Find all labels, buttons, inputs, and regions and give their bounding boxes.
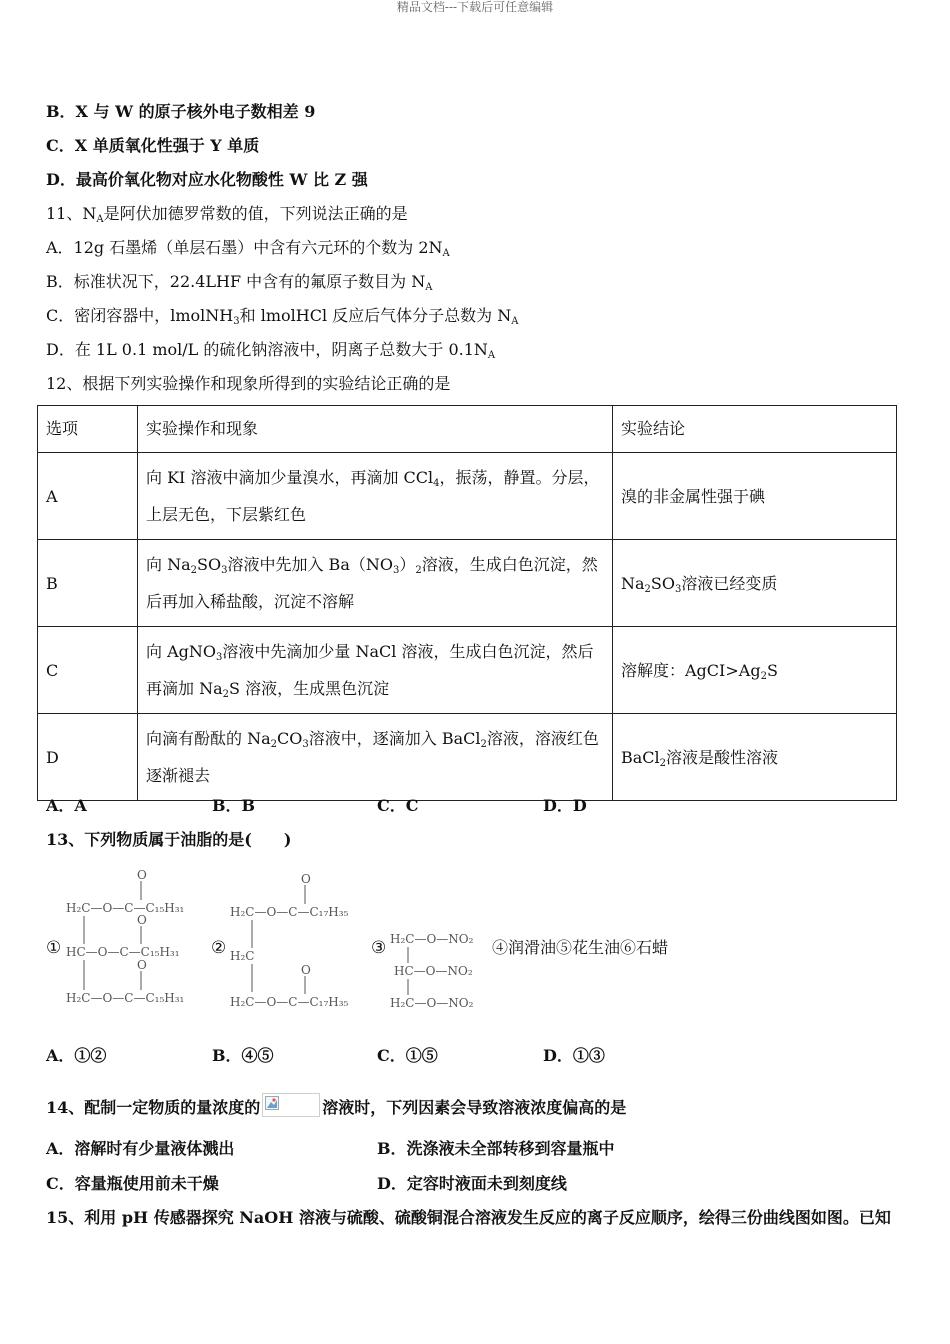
m1-row-2: HC—O—C—C₁₅H₃₁ — [66, 945, 180, 959]
choice-2-marker: ② — [211, 938, 227, 958]
m1-oxygen-3: O — [137, 958, 147, 972]
q12-answer-a: A．A — [46, 796, 87, 815]
header-conclusion: 实验结论 — [613, 406, 897, 453]
table-row — [38, 540, 897, 627]
molecule-3-structure — [390, 925, 500, 1015]
q13-choices-4-6: ④润滑油⑤花生油⑥石蜡 — [492, 938, 669, 957]
row-a-conclusion: 溴的非金属性强于碘 — [613, 453, 897, 540]
q11-stem: 11、$N_A$是阿伏加德罗常数的值，下列说法正确的是 — [46, 204, 408, 225]
row-d-conclusion: BaCl$_2$溶液是酸性溶液 — [613, 714, 897, 801]
page-header: 精品文档---下载后可任意编辑 — [396, 0, 554, 14]
table-row — [38, 453, 897, 540]
q11-option-a: A．12g 石墨烯（单层石墨）中含有六元环的个数为 $2N_A$ — [46, 238, 450, 259]
m1-row-3: H₂C—O—C—C₁₅H₃₁ — [66, 991, 185, 1005]
choice-1-marker: ① — [46, 938, 62, 958]
q14-stem: 14、配制一定物质的量浓度的 溶液时，下列因素会导致溶液浓度偏高的是 — [46, 1093, 626, 1118]
row-a-option: A — [38, 453, 138, 540]
header-operation: 实验操作和现象 — [138, 406, 613, 453]
broken-image-icon — [262, 1093, 320, 1117]
row-b-conclusion: $Na_2SO_3$溶液已经变质 — [613, 540, 897, 627]
molecule-2-structure — [230, 866, 380, 1016]
row-d-operation: 向滴有酚酞的 $Na_2CO_3$溶液中，逐滴加入 BaCl$_2$溶液，溶液红色逐渐褪去 — [138, 714, 613, 801]
q14-option-d: D．定容时液面未到刻度线 — [377, 1174, 567, 1193]
choice-3-marker: ③ — [371, 938, 387, 958]
q12-answer-d: D．D — [543, 796, 587, 815]
m3-row-3: H₂C—O—NO₂ — [390, 996, 474, 1010]
m2-oxygen-2: O — [301, 963, 311, 977]
q13-answer-d: D．①③ — [543, 1046, 605, 1065]
q13-answer-b: B．④⑤ — [212, 1046, 274, 1065]
q12-answer-c: C．C — [377, 796, 419, 815]
experiment-table — [37, 405, 897, 801]
row-c-option: C — [38, 627, 138, 714]
q13-answer-c: C．①⑤ — [377, 1046, 438, 1065]
header-option: 选项 — [38, 406, 138, 453]
table-row — [38, 627, 897, 714]
q12-answer-b: B．B — [212, 796, 256, 815]
table-row — [38, 714, 897, 801]
q13-stem: 13、下列物质属于油脂的是( ) — [46, 830, 292, 849]
row-a-operation: 向 KI 溶液中滴加少量溴水，再滴加 CCl$_4$，振荡，静置。分层，上层无色，下层紫红色 — [138, 453, 613, 540]
row-c-conclusion: 溶解度：$AgCI>Ag_2S$ — [613, 627, 897, 714]
q10-option-b: B．X 与 W 的原子核外电子数相差 9 — [46, 102, 316, 121]
q14-option-b: B．洗涤液未全部转移到容量瓶中 — [377, 1139, 615, 1158]
q13-answer-a: A．①② — [46, 1046, 107, 1065]
m1-oxygen-2: O — [137, 913, 147, 927]
q11-option-d: D．在 1L 0.1 mol/L 的硫化钠溶液中，阴离子总数大于 $0.1N_A$ — [46, 340, 496, 361]
m3-row-1: H₂C—O—NO₂ — [390, 932, 474, 946]
m2-row-3: H₂C—O—C—C₁₇H₃₅ — [230, 995, 349, 1009]
m2-oxygen-1: O — [301, 872, 311, 886]
q12-stem: 12、根据下列实验操作和现象所得到的实验结论正确的是 — [46, 374, 451, 393]
m3-row-2: HC—O—NO₂ — [394, 964, 473, 978]
molecule-1-structure — [66, 866, 216, 1016]
table-header-row — [38, 406, 897, 453]
row-b-option: B — [38, 540, 138, 627]
q10-option-d: D．最高价氧化物对应水化物酸性 W 比 Z 强 — [46, 170, 368, 189]
m1-row-1: H₂C—O—C—C₁₅H₃₁ — [66, 901, 185, 915]
q11-option-b: B．标准状况下，22.4LHF 中含有的氟原子数目为 $N_A$ — [46, 272, 433, 293]
q11-option-c: C．密闭容器中，lmolNH$_3$和 lmolHCl 反应后气体分子总数为 $N_A$ — [46, 306, 519, 327]
q14-option-a: A．溶解时有少量液体溅出 — [46, 1139, 235, 1158]
row-c-operation: 向 AgNO$_3$溶液中先滴加少量 NaCl 溶液，生成白色沉淀，然后再滴加 $Na_2S$ 溶液，生成黑色沉淀 — [138, 627, 613, 714]
m2-row-1: H₂C—O—C—C₁₇H₃₅ — [230, 905, 349, 919]
m1-oxygen-1: O — [137, 868, 147, 882]
q15-stem: 15、利用 pH 传感器探究 NaOH 溶液与硫酸、硫酸铜混合溶液发生反应的离子反应顺序，绘得三份曲线图如图。已知 — [46, 1208, 891, 1227]
m2-row-2: H₂C — [230, 949, 255, 963]
row-d-option: D — [38, 714, 138, 801]
q14-option-c: C．容量瓶使用前未干燥 — [46, 1174, 219, 1193]
row-b-operation: 向 $Na_2SO_3$溶液中先加入 $Ba(NO_3)_2$溶液，生成白色沉淀，然后再加入稀盐酸，沉淀不溶解 — [138, 540, 613, 627]
q10-option-c: C．X 单质氧化性强于 Y 单质 — [46, 136, 260, 155]
